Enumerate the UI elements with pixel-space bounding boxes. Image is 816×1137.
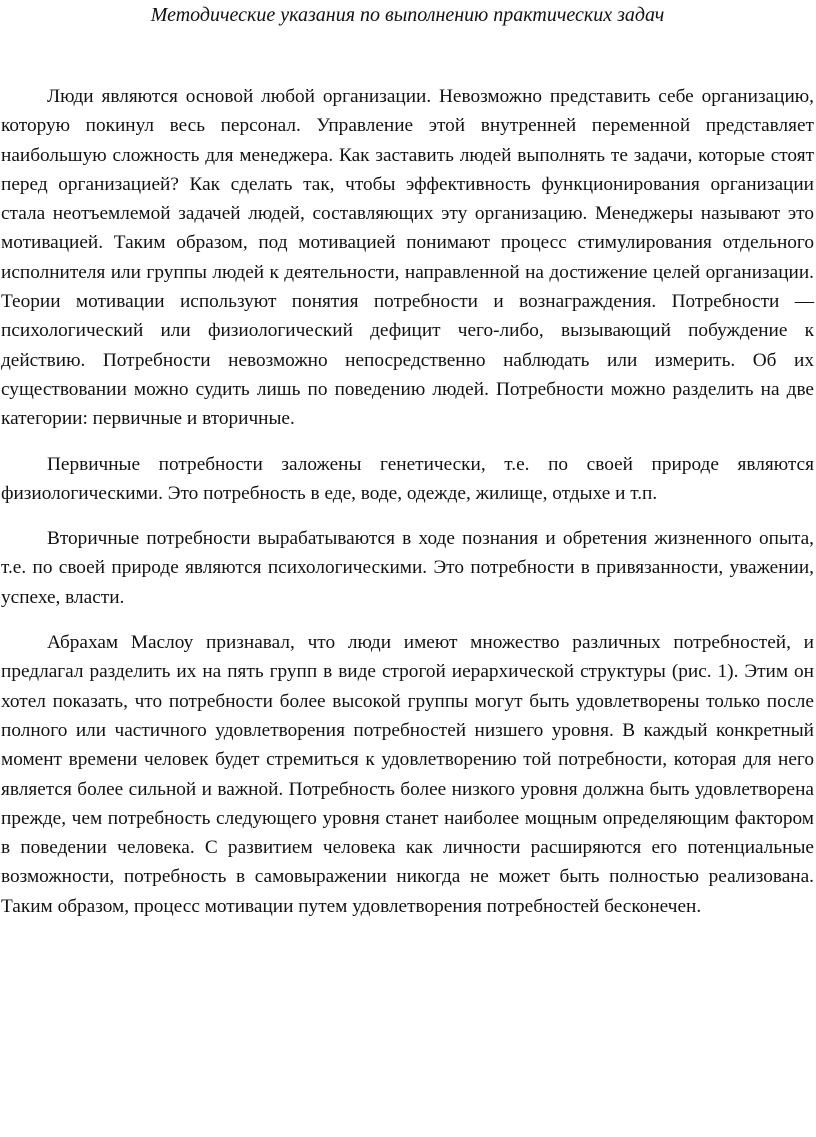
paragraph-secondary-needs: Вторичные потребности вырабатываются в ходе познания и обретения жизненного опыта, т.е. по своей природе являются психологическими. Это потребности в привязанности, уважении, успехе, власти. bbox=[1, 528, 814, 608]
paragraph-primary-needs: Первичные потребности заложены генетически, т.е. по своей природе являются физиологическими. Это потребность в еде, воде, одежде, жилище, отдыхе и т.п. bbox=[1, 453, 814, 504]
paragraph-people-motivation: Люди являются основой любой организации. Невозможно представить себе организацию, которую покинул весь персонал. Управление этой внутренней переменной представляет наибольшую сложность для менеджера. Как заставить людей выполнять те задачи, которые стоят перед организацией? Как сделать так, чтобы эффективность функционирования организации стала неотъемлемой задачей людей, составляющих эту организацию. Менеджеры называют это мотивацией. Таким образом, под мотивацией понимают процесс стимулирования отдельного исполнителя или группы людей к деятельности, направленной на достижение целей организации. Теории мотивации используют понятия потребности и вознаграждения. Потребности — психологический или физиологический дефицит чего-либо, вызывающий побуждение к действию. Потребности невозможно непосредственно наблюдать или измерить. Об их существовании можно судить лишь по поведению людей. Потребности можно разделить на две категории: первичные и вторичные. bbox=[1, 86, 814, 430]
paragraph-maslow-hierarchy: Абрахам Маслоу признавал, что люди имеют множество различных потребностей, и предлагал разделить их на пять групп в виде строгой иерархической структуры (рис. 1). Этим он хотел показать, что потребности более высокой группы могут быть удовлетворены только после полного или частичного удовлетворения потребностей низшего уровня. В каждый конкретный момент времени человек будет стремиться к удовлетворению той потребности, которая для него является более сильной и важной. Потребность более низкого уровня должна быть удовлетворена прежде, чем потребность следующего уровня станет наиболее мощным определяющим фактором в поведении человека. С развитием человека как личности расширяются его потенциальные возможности, потребность в самовыражении никогда не может быть полностью реализована. Таким образом, процесс мотивации путем удовлетворения потребностей бесконечен. bbox=[1, 632, 814, 917]
page-header-title: Методические указания по выполнению практических задач bbox=[150, 4, 665, 26]
